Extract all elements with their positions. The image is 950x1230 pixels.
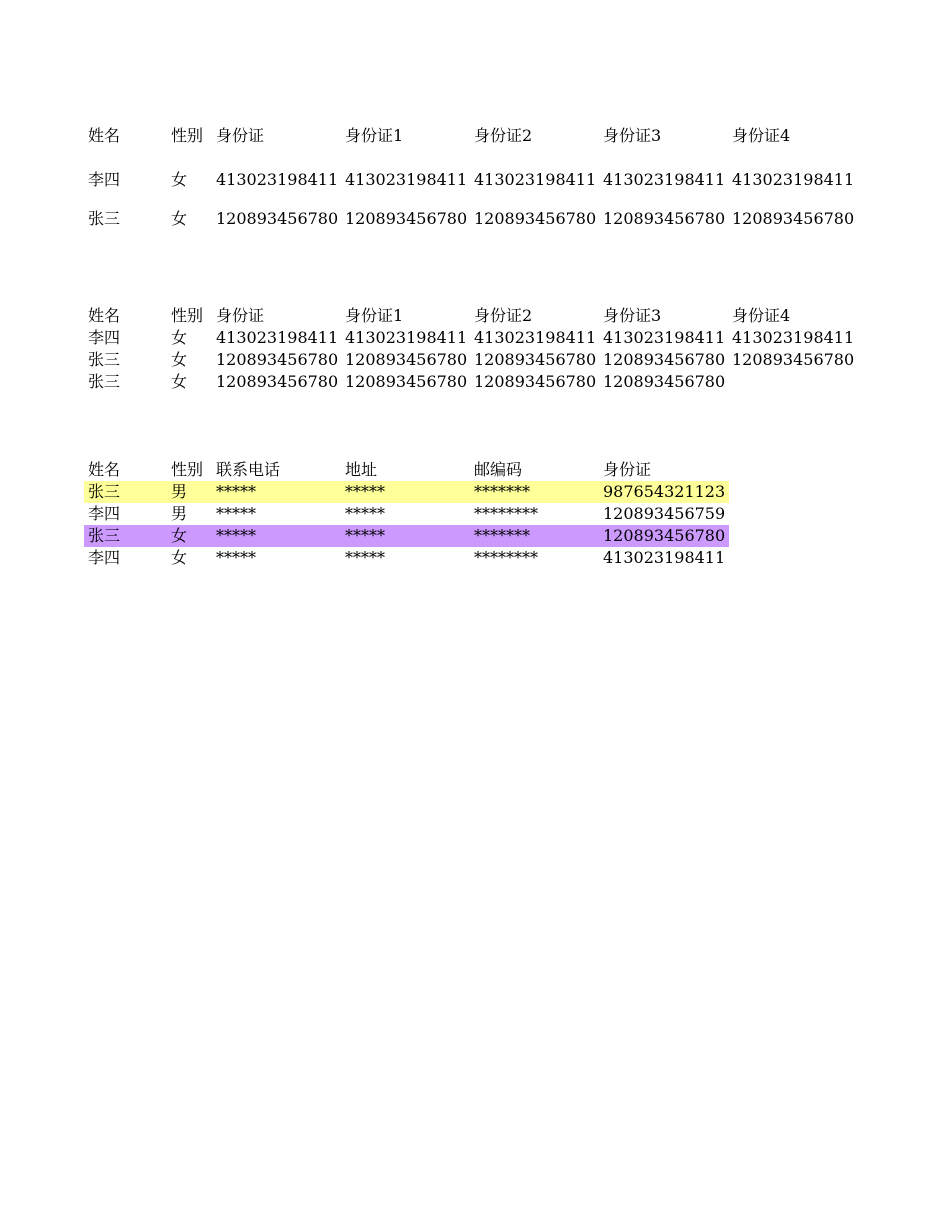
table3-cell[interactable]: 男 [171,482,188,501]
table1-cell[interactable]: 女 [171,170,188,189]
table2-cell[interactable]: 女 [171,328,188,347]
table2-cell[interactable]: 120893456780 [474,372,597,391]
table1-header-cell[interactable]: 身份证4 [732,126,791,145]
table1-header-cell[interactable]: 性别 [171,126,204,145]
table3-cell[interactable]: 女 [171,548,188,567]
table2-row [84,371,864,393]
table2-cell[interactable]: 120893456780 [732,350,855,369]
table1-cell[interactable]: 张三 [88,209,121,228]
table2-cell[interactable]: 女 [171,350,188,369]
table1-row [84,208,864,230]
table2-cell[interactable]: 120893456780 [474,350,597,369]
table3-cell[interactable]: ******* [474,526,530,545]
table3-cell[interactable]: 413023198411 [603,548,726,567]
table2-header-cell[interactable]: 身份证4 [732,306,791,325]
table3-header-cell[interactable]: 联系电话 [216,460,281,479]
table2-cell[interactable]: 413023198411 [732,328,855,347]
table2-header-cell[interactable]: 身份证2 [474,306,533,325]
table2-cell[interactable]: 120893456780 [603,372,726,391]
table3-row [84,503,864,525]
table2-cell[interactable]: 413023198411 [474,328,597,347]
table1-cell[interactable]: 120893456780 [732,209,855,228]
table1-header-cell[interactable]: 身份证1 [345,126,404,145]
table3-cell[interactable]: ******* [474,482,530,501]
table2-cell[interactable]: 张三 [88,372,121,391]
table3-row-highlighted-purple [84,525,729,547]
table2-header-cell[interactable]: 身份证3 [603,306,662,325]
table2-header-row [84,305,864,327]
table1-cell[interactable]: 女 [171,209,188,228]
table2-row [84,327,864,349]
table2-cell[interactable]: 413023198411 [345,328,468,347]
table3-cell[interactable]: 120893456759 [603,504,726,523]
table1-cell[interactable]: 413023198411 [603,170,726,189]
table3-cell[interactable]: ***** [345,504,385,523]
table3-cell[interactable]: ******** [474,504,538,523]
table3-cell[interactable]: ***** [345,548,385,567]
table2-cell[interactable]: 120893456780 [216,372,339,391]
table2-cell[interactable]: 120893456780 [216,350,339,369]
table2-cell[interactable]: 413023198411 [603,328,726,347]
table1-header-row [84,125,864,147]
table3-row [84,547,864,569]
table2-cell[interactable]: 413023198411 [216,328,339,347]
table3-cell[interactable]: 987654321123 [603,482,726,501]
table3-cell[interactable]: ***** [345,526,385,545]
table2-row [84,349,864,371]
table1-cell[interactable]: 120893456780 [216,209,339,228]
table3-cell[interactable]: 张三 [88,526,121,545]
table1-cell[interactable]: 413023198411 [216,170,339,189]
table3-cell[interactable]: ***** [345,482,385,501]
table2-header-cell[interactable]: 姓名 [88,306,121,325]
table2-cell[interactable]: 张三 [88,350,121,369]
table1-header-cell[interactable]: 姓名 [88,126,121,145]
table3-cell[interactable]: 女 [171,526,188,545]
table3-cell[interactable]: 120893456780 [603,526,726,545]
table2-cell[interactable]: 女 [171,372,188,391]
table1-cell[interactable]: 120893456780 [345,209,468,228]
table3-header-cell[interactable]: 身份证 [603,460,652,479]
table2-cell[interactable]: 李四 [88,328,121,347]
table3-cell[interactable]: ***** [216,504,256,523]
table2-cell[interactable]: 120893456780 [345,350,468,369]
table3-cell[interactable]: 李四 [88,504,121,523]
table3-row-highlighted-yellow [84,481,729,503]
table1-header-cell[interactable]: 身份证 [216,126,265,145]
table3-cell[interactable]: ******** [474,548,538,567]
table1-cell[interactable]: 413023198411 [345,170,468,189]
table2-cell[interactable]: 120893456780 [345,372,468,391]
table2-cell[interactable]: 120893456780 [603,350,726,369]
table3-header-cell[interactable]: 性别 [171,460,204,479]
table1-cell[interactable]: 120893456780 [474,209,597,228]
table3-header-cell[interactable]: 地址 [345,460,378,479]
table3-cell[interactable]: ***** [216,526,256,545]
table3-header-row [84,459,864,481]
table1-cell[interactable]: 120893456780 [603,209,726,228]
table3-cell[interactable]: 张三 [88,482,121,501]
table3-cell[interactable]: 男 [171,504,188,523]
table3-cell[interactable]: ***** [216,482,256,501]
table1-header-cell[interactable]: 身份证3 [603,126,662,145]
table3-header-cell[interactable]: 姓名 [88,460,121,479]
table3-cell[interactable]: 李四 [88,548,121,567]
table2-header-cell[interactable]: 身份证1 [345,306,404,325]
table1-cell[interactable]: 李四 [88,170,121,189]
table2-header-cell[interactable]: 身份证 [216,306,265,325]
table3-cell[interactable]: ***** [216,548,256,567]
table1-row [84,169,864,191]
table1-cell[interactable]: 413023198411 [732,170,855,189]
table2-header-cell[interactable]: 性别 [171,306,204,325]
table1-header-cell[interactable]: 身份证2 [474,126,533,145]
table3-header-cell[interactable]: 邮编码 [474,460,523,479]
table1-cell[interactable]: 413023198411 [474,170,597,189]
